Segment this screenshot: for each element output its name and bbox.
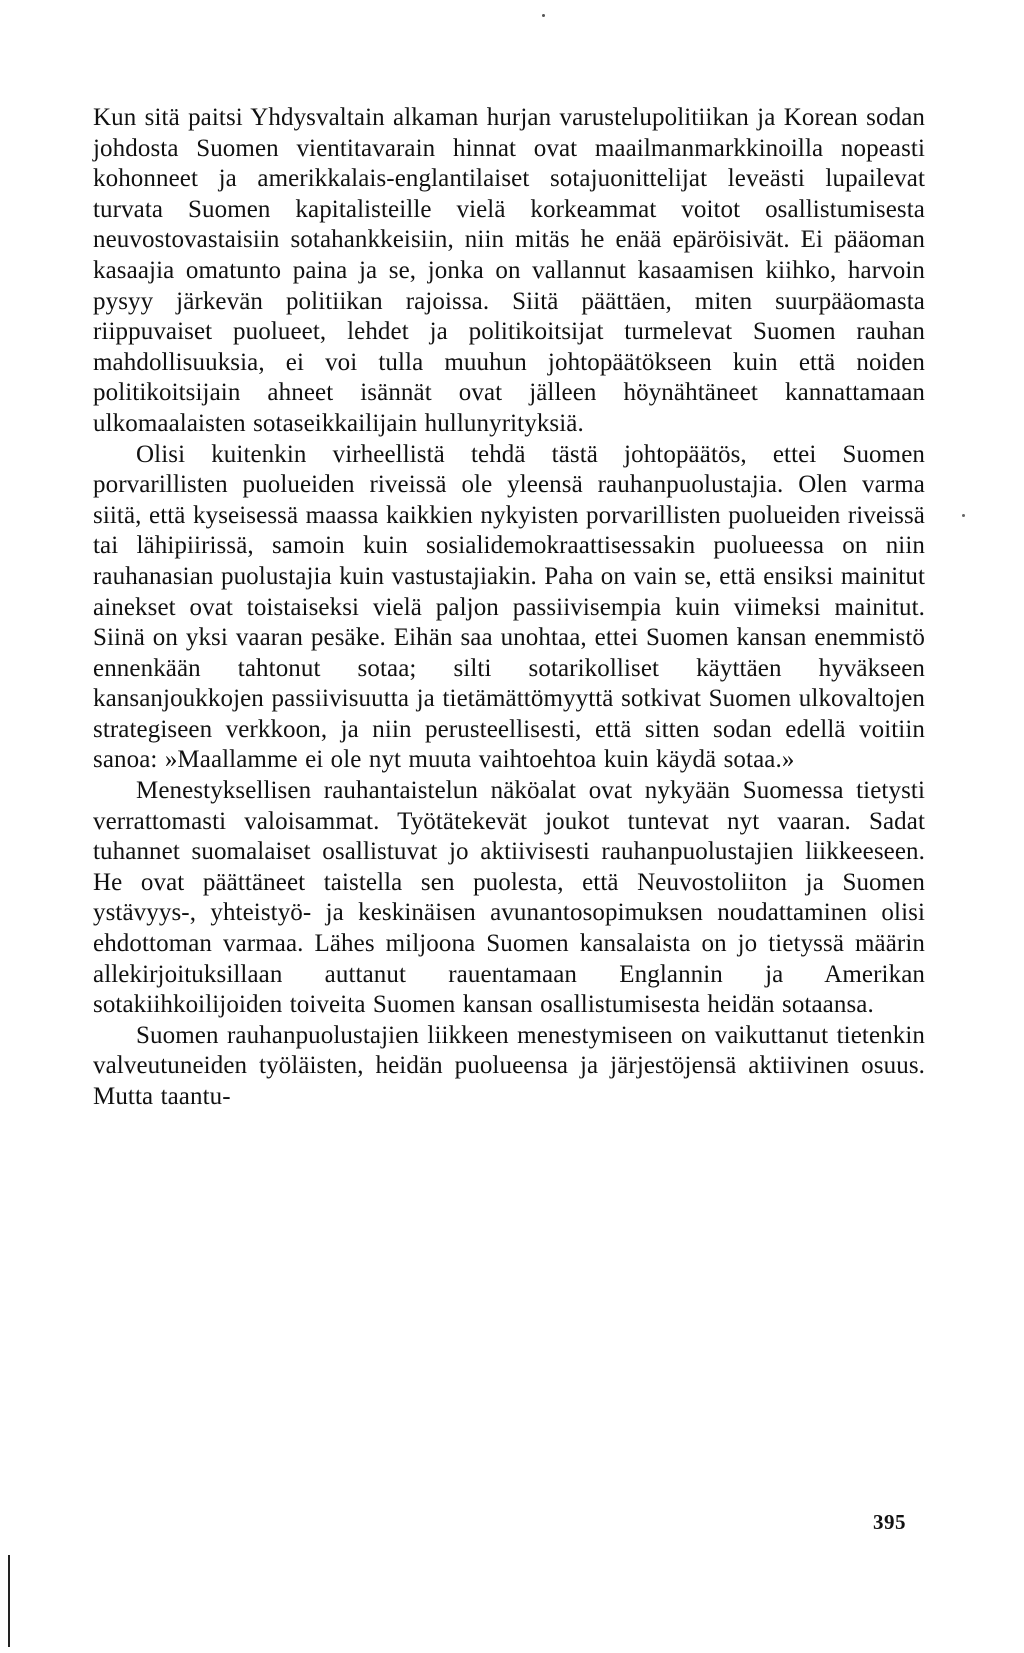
paragraph-4: Suomen rauhanpuolustajien liikkeen menestymiseen on vaikuttanut tietenkin valveutuneiden työläisten, heidän puolueensa ja järjestöjensä aktiivinen osuus. Mutta taantu-	[93, 1021, 925, 1110]
body-text	[93, 103, 925, 1113]
print-speck	[542, 14, 545, 17]
page-number: 395	[873, 1510, 906, 1534]
scan-edge-line	[8, 1555, 10, 1647]
print-speck	[962, 514, 965, 517]
paragraph-2: Olisi kuitenkin virheellistä tehdä tästä johtopäätös, ettei Suomen porvarillisten puolueiden riveissä ole yleensä rauhanpuolustajia. Olen varma siitä, että kyseisessä maassa kaikkien nykyisten porvarillisten puolueiden riveissä tai lähipiirissä, samoin kuin sosialidemokraattisessakin puolueessa on niin rauhanasian puolustajia kuin vastustajiakin. Paha on vain se, että ensiksi mainitut ainekset ovat toistaiseksi vielä paljon passiivisempia kuin viimeksi mainitut. Siinä on yksi vaaran pesäke. Eihän saa unohtaa, ettei Suomen kansan enemmistö ennenkään tahtonut sotaa; silti sotarikolliset käyttäen hyväkseen kansanjoukkojen passiivisuutta ja tietämättömyyttä sotkivat Suomen ulkovaltojen strategiseen verkkoon, ja niin perusteellisesti, että sitten sodan edellä voitiin sanoa: »Maallamme ei ole nyt muuta vaihtoehtoa kuin käydä sotaa.»	[93, 440, 925, 774]
paragraph-1: Kun sitä paitsi Yhdysvaltain alkaman hurjan varustelupolitiikan ja Korean sodan johdosta Suomen vientitavarain hinnat ovat maailmanmarkkinoilla nopeasti kohonneet ja amerikkalais-englantilaiset sotajuonittelijat leveästi lupailevat turvata Suomen kapitalisteille vielä korkeammat voitot osallistumisesta neuvostovastaisiin sotahankkeisiin, niin mitäs he enää epäröisivät. Ei pääoman kasaajia omatunto paina ja se, jonka on vallannut kasaamisen kiihko, harvoin pysyy järkevän politiikan rajoissa. Siitä päättäen, miten suurpääomasta riippuvaiset puolueet, lehdet ja politikoitsijat turmelevat Suomen rauhan mahdollisuuksia, ei voi tulla muuhun johtopäätökseen kuin että noiden politikoitsijain ahneet isännät ovat jälleen höynähtäneet kannattamaan ulkomaalaisten sotaseikkailijain hullunyrityksiä.	[93, 104, 925, 437]
paragraph-3: Menestyksellisen rauhantaistelun näköalat ovat nykyään Suomessa tietysti verrattomasti valoisammat. Työtätekevät joukot tuntevat nyt vaaran. Sadat tuhannet suomalaiset osallistuvat jo aktiivisesti rauhanpuolustajien liikkeeseen. He ovat päättäneet taistella sen puolesta, että Neuvostoliiton ja Suomen ystävyys-, yhteistyö- ja keskinäisen avunantosopimuksen noudattaminen olisi ehdottoman varmaa. Lähes miljoona Suomen kansalaista on jo tietyssä määrin allekirjoituksillaan auttanut rauentamaan Englannin ja Amerikan sotakiihkoilijoiden toiveita Suomen kansan osallistumisesta heidän sotaansa.	[93, 777, 925, 1019]
